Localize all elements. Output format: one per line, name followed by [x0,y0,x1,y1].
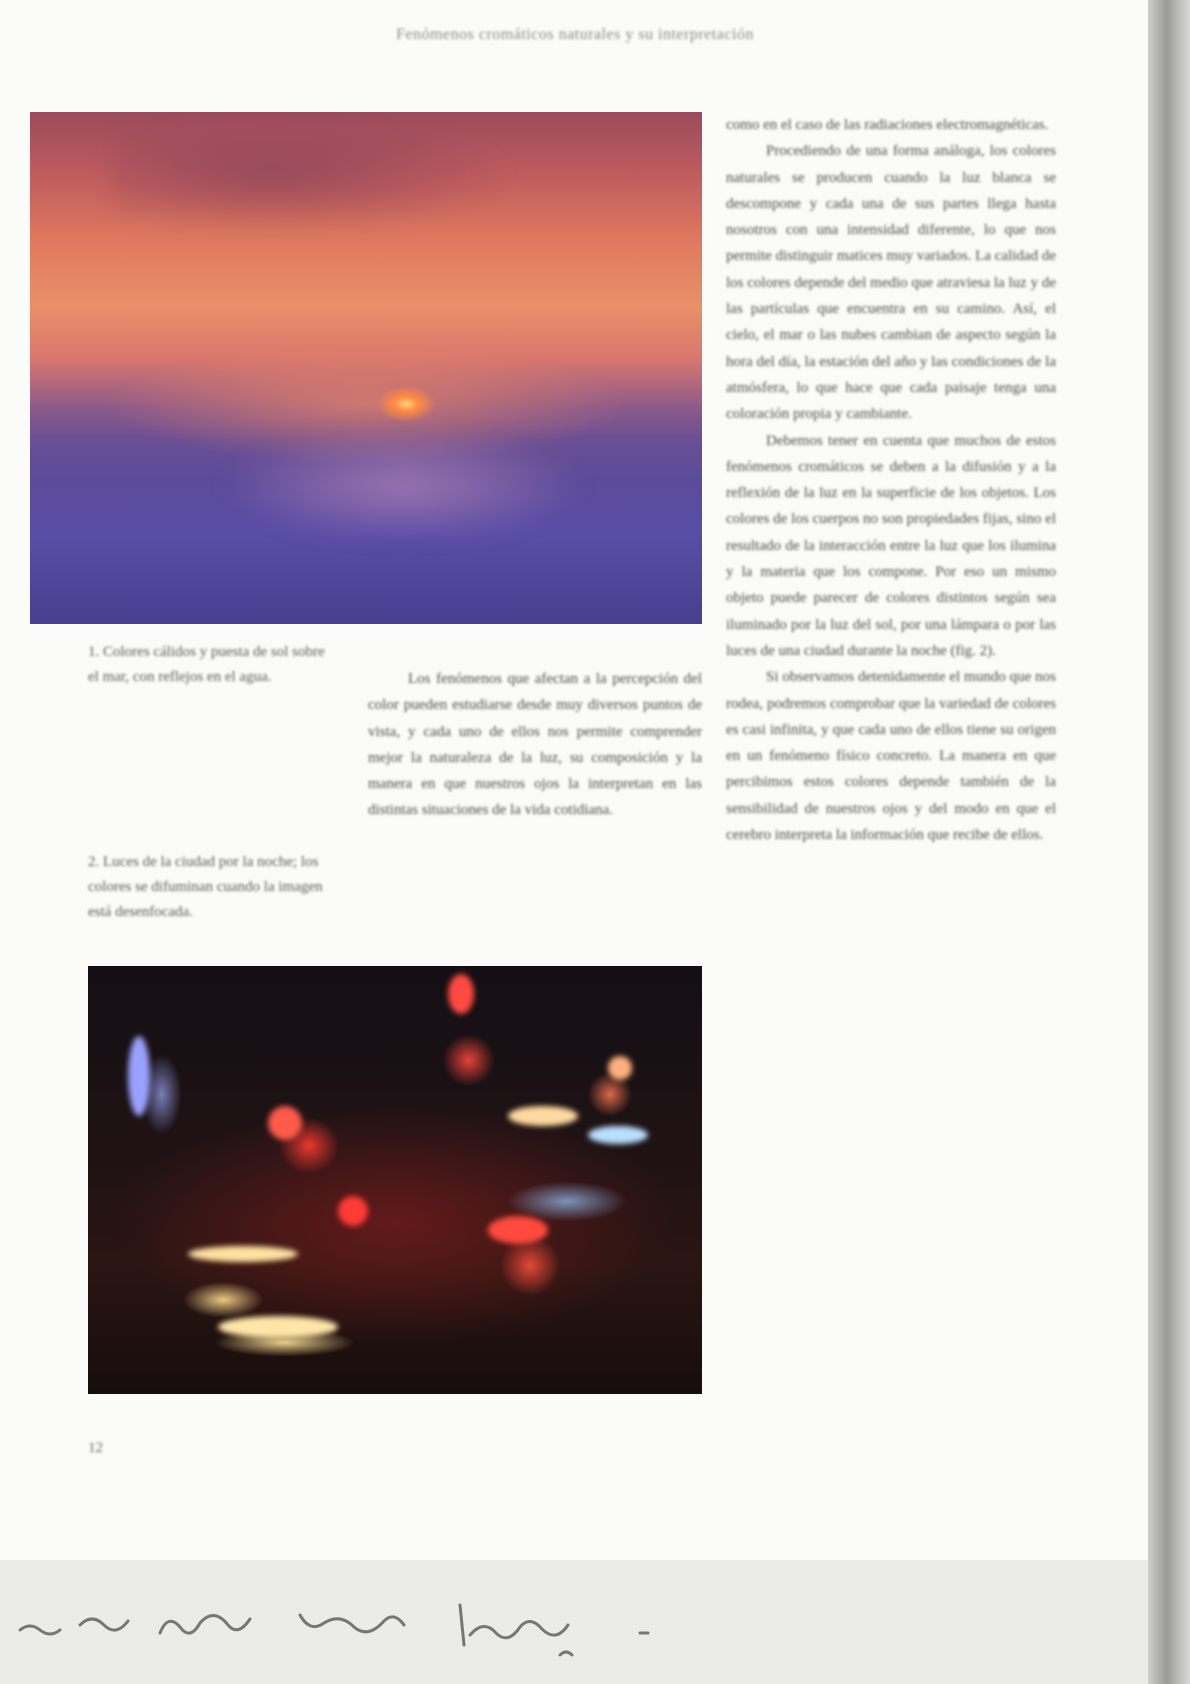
paragraph: Debemos tener en cuenta que muchos de estos fenómenos cromáticos se deben a la difusión y a la reflexión de la luz en la superficie de los objetos. Los colores de los cuerpos no son propiedades fijas, sino el resultado de la interacción entre la luz que los ilumina y la materia que los compone. Por eso un mismo objeto puede parecer de colores distintos según sea iluminado por la luz del sol, por una lámpara o por las luces de una ciudad durante la noche (fig. 2). [726,432,1056,659]
text-column-middle [368,666,702,824]
city-light [508,1106,578,1126]
scan-shadow [1148,0,1190,1684]
city-light [588,1126,648,1144]
city-light [218,1316,338,1338]
city-light [128,1036,150,1116]
sunset-cloud [111,132,514,234]
sunset-photo [30,112,702,624]
paragraph: Los fenómenos que afectan a la percepción del color pueden estudiarse desde muy diversos puntos de vista, y cada uno de ellos nos permite comprender mejor la naturaleza de la luz, su composición y la manera en que nuestros ojos la interpretan en las distintas situaciones de la vida cotidiana. [368,671,702,819]
city-light [488,1216,548,1244]
running-head: Fenómenos cromáticos naturales y su interpretación [396,26,754,43]
sunset-water-reflection [218,429,588,542]
city-light [268,1106,302,1140]
paragraph: Si observamos detenidamente el mundo que nos rodea, podremos comprobar que la variedad de colores es casi infinita, y que cada uno de ellos tiene su origen en un fenómeno físico concreto. La manera en que percibimos estos colores depende también de la sensibilidad de nuestros ojos y del modo en que el cerebro interpreta la información que recibe de ellos. [726,669,1056,844]
paragraph: Procediendo de una forma análoga, los colores naturales se producen cuando la luz blanca se descompone y cada una de sus partes llega hasta nosotros con una intensidad diferente, lo que nos permite distinguir matices muy variados. La calidad de los colores depende del medio que atraviesa la luz y de las partículas que encuentra en su camino. Así, el cielo, el mar o las nubes cambian de aspecto según la hora del día, la estación del año y las condiciones de la atmósfera, lo que hace que cada paisaje tenga una coloración propia y cambiante. [726,143,1056,423]
city-night-photo [88,966,702,1394]
figure-caption-city: 2. Luces de la ciudad por la noche; los colores se difuminan cuando la imagen está desenfocada. [88,854,323,920]
text-column-right [726,112,1056,848]
scan-bottom-handwriting [0,1575,1150,1665]
page-number: 12 [88,1440,103,1456]
figure-caption-sunset: 1. Colores cálidos y puesta de sol sobre el mar, con reflejos en el agua. [88,644,325,685]
city-light [338,1196,368,1226]
paragraph: como en el caso de las radiaciones electromagnéticas. [726,117,1049,133]
city-light [448,974,474,1014]
city-light [608,1056,632,1080]
city-light [188,1246,298,1262]
